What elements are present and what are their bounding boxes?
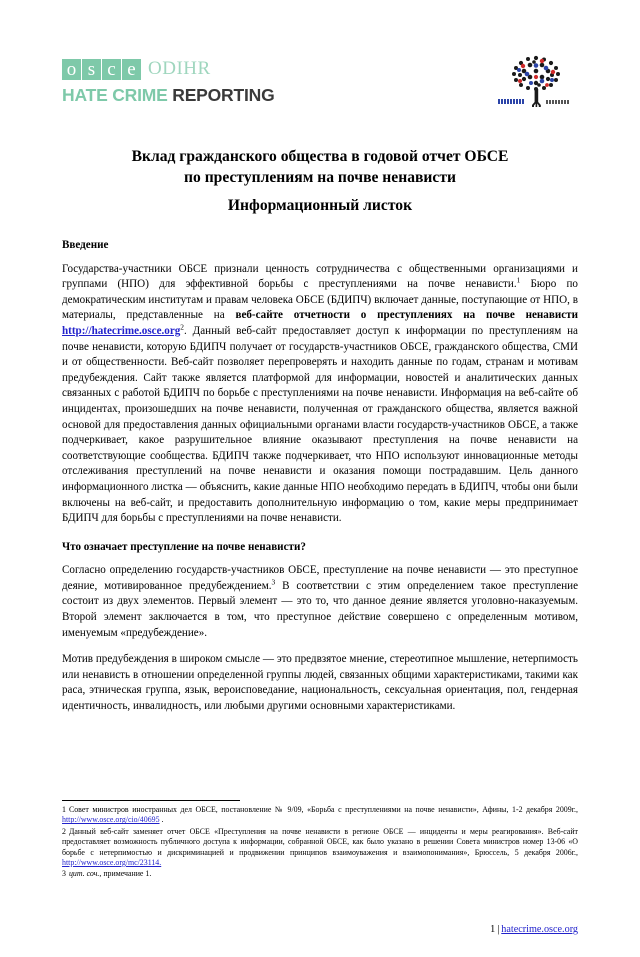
- footnote-ref-1[interactable]: 1: [516, 275, 521, 285]
- section-heading-definition: Что означает преступление на почве ненависти?: [62, 540, 306, 553]
- footnote-1-number: 1: [62, 805, 66, 814]
- paragraph-definition-1: [62, 563, 578, 641]
- intro-text-part-c: . Данный веб-сайт предоставляет доступ к информации по преступлениям на почве ненависти, которую БДИПЧ получает от государств-участников ОБСЕ, гражданского общества, СМИ и от общественности. Веб-сайт позволяет перепроверять и находить данные по годам, странам и мотивам предубеждения. Сайт также является платформой для информации, новостей и аналитических данных связанных с работой БДИПЧ по борьбе с преступлениями на почве ненависти. Информация на веб-сайте об инцидентах, произошедших на почве ненависти, полученная от гражданского общества, является важной основой для предоставления данных официальными органами власти государств-участников ОБСЕ, а также подчеркивает, какое разрушительное влияние оказывают преступления на почве ненависти на соответствующие сообщества. БДИПЧ также подчеркивает, что НПО используют инновационные методы отслеживания преступлений на почве ненависти и оказания помощи пострадавшим. Цель данного информационного листка — объяснить, какие данные НПО необходимо передать в БДИПЧ, чтобы они были включены на веб-сайт, и предоставить дополнительную информацию о том, какие меры предпринимает БДИПЧ для борьбы с преступлениями на почве ненависти.: [62, 324, 578, 525]
- document-body: [62, 238, 578, 715]
- hatecrime-website-link[interactable]: http://hatecrime.osce.org: [62, 324, 181, 337]
- footnote-1-tail: .: [159, 815, 164, 825]
- document-page: [0, 52, 640, 957]
- paragraph-definition-2: Мотив предубеждения в широком смысле — это предвзятое мнение, стереотипное мышление, нетерпимость или ненависть в отношении определенной группы людей, связанных общими характеристиками, такими как раса, этническая группа, язык, вероисповедание, национальность, сексуальная ориентация, пол, гендерная идентичность, инвалидность, или любыми другими основными характеристиками.: [62, 653, 578, 713]
- title-line-2: по преступлениям на почве ненависти: [184, 169, 456, 186]
- footnotes-area: [62, 800, 578, 881]
- footnote-3-number: 3: [62, 869, 66, 879]
- intro-text-part-b: Бюро по демократическим институтам и правам человека ОБСЕ (БДИПЧ) включает данные, поступающие от НПО, в материалы, представленные на: [62, 278, 578, 322]
- osce-letter-o: o: [62, 59, 81, 80]
- document-header: [62, 52, 580, 124]
- footnote-3-italic: цит. соч.: [68, 869, 100, 879]
- footnote-1-link[interactable]: http://www.osce.org/cio/40695: [62, 815, 160, 825]
- footnote-2-link[interactable]: http://www.osce.org/mc/23114.: [62, 858, 162, 868]
- osce-letter-boxes: [62, 59, 141, 80]
- osce-letter-c: c: [102, 59, 121, 80]
- page-title: [66, 146, 574, 216]
- reporting-label: REPORTING: [172, 85, 275, 105]
- osce-letter-s: s: [82, 59, 101, 80]
- footnote-ref-2[interactable]: 2: [180, 322, 184, 332]
- paragraph-introduction: [62, 262, 578, 527]
- footnote-1-text: Совет министров иностранных дел ОБСЕ, постановление № 9/09, «Борьба с преступлениями на почве ненависти», Афины, 1-2 декабря 2009г.,: [68, 805, 578, 814]
- page-subtitle: Информационный листок: [227, 197, 413, 214]
- tree-emblem-logo: [490, 52, 582, 116]
- footnote-ref-3[interactable]: 3: [271, 577, 276, 587]
- footnote-1: [62, 805, 578, 826]
- footnote-separator-rule: [62, 800, 240, 801]
- hate-crime-label: HATE CRIME: [62, 85, 168, 105]
- intro-text-part-a: Государства-участники ОБСЕ признали ценность сотрудничества с общественными организациями и группами (НПО) для эффективной борьбы с преступлениями на почве ненависти.: [62, 262, 578, 291]
- footer-site-link[interactable]: hatecrime.osce.org: [501, 924, 578, 935]
- title-line-1: Вклад гражданского общества в годовой отчет ОБСЕ: [131, 148, 509, 165]
- osce-wordmark: [62, 58, 275, 80]
- osce-odihr-logo: [62, 58, 275, 106]
- footnote-2: [62, 827, 578, 869]
- hate-crime-reporting-wordmark: [62, 85, 275, 106]
- definition-text-part-a: Согласно определению государств-участников ОБСЕ, преступление на почве ненависти — это преступное деяние, мотивированное предубеждением.: [62, 564, 578, 592]
- section-heading-introduction: Введение: [62, 239, 109, 251]
- footnote-3-text: , примечание 1.: [99, 869, 152, 879]
- osce-letter-e: e: [122, 59, 141, 80]
- definition-text-part-b: В соответствии с этим определением такое преступление состоит из двух элементов. Первый элемент — это то, что данное деяние является уголовно-наказуемым. Второй элемент заключается в том, что преступное действие совершено с определенным мотивом, именуемым «предубеждение».: [62, 579, 578, 639]
- odihr-label: ODIHR: [148, 58, 211, 79]
- page-footer: [490, 924, 578, 935]
- page-number: 1: [490, 924, 496, 935]
- footnote-2-number: 2: [62, 826, 66, 836]
- footnote-2-text: Данный веб-сайт заменяет отчет ОБСЕ «Преступления на почве ненависти в регионе ОБСЕ — инциденты и меры реагирования». Веб-сайт предоставляет возможность публичного доступа к информации, собранной ОБСЕ, как было указано в решении Совета министров номер 13-06 «О борьбе с нетерпимостью и дискриминацией и продвижении принципов взаимоуважения и взаимопонимания», Брюссель, 5 декабря 2006г.,: [62, 826, 578, 857]
- intro-text-bold: веб-сайте отчетности о преступлениях на почве ненависти: [235, 309, 578, 322]
- footnote-3: [62, 869, 578, 879]
- footer-separator: |: [497, 924, 500, 935]
